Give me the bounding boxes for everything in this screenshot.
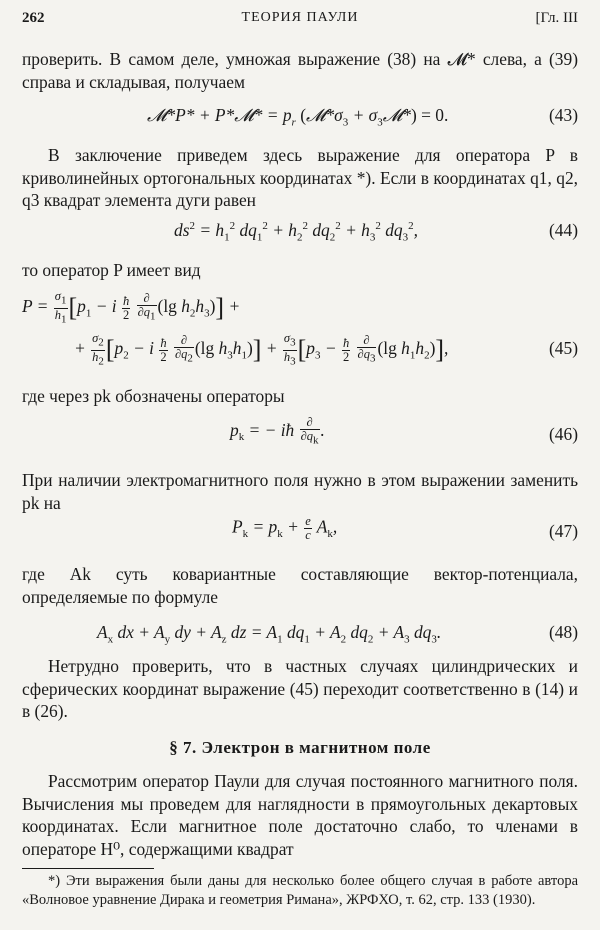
paragraph-4: где через pk обозначены операторы [22, 386, 285, 406]
equation-48: $A_x$ dx + $A_y$ dy + $A_z$ dz = $A_1$ $dq_1 + A_2$ $dq_2 + A_3$ $dq_3$. (48) [97, 622, 578, 646]
footnote: *) Эти выражения были даны для несколько более общего случая в работе автора «Волновое уравнение Дирака и геометрия Римана», ЖРФХО, т. 62, стр. 133 (1930). [22, 873, 578, 908]
equation-46: $p_k$ = − iħ $\frac{\partial}{\partial q_k}$ . (46) [230, 415, 578, 447]
equation-number: (46) [549, 424, 578, 444]
paragraph-1: проверить. В самом деле, умножая выражение (38) на 𝓜* слева, а (39) справа и складывая, получаем [22, 49, 578, 92]
equation-number: (43) [549, 105, 578, 125]
equation-44: $ds^2 = h_1^2$ $dq_1^2 + h_2^2$ $dq_2^2 + h_3^2$ $dq_3^2$, (44) [174, 220, 578, 244]
paragraph-3: то оператор P имеет вид [22, 260, 201, 280]
footnote-rule [22, 868, 154, 869]
paragraph-2: В заключение приведем здесь выражение для оператора P в криволинейных ортогональных координатах *). Если в координатах q1, q2, q3 квадрат элемента дуги равен [22, 145, 578, 210]
paragraph-8: Рассмотрим оператор Паули для случая постоянного магнитного поля. Вычисления мы проведем для наглядности в прямоугольных декартовых координатах. Если магнитное поле достаточно слабо, то членами в операторе H⁰, содержащими квадрат [22, 771, 578, 859]
running-header [22, 10, 578, 32]
equation-number: (45) [549, 338, 578, 358]
paragraph-6: где Ak суть ковариантные составляющие вектор-потенциала, определяемые по формуле [22, 564, 578, 607]
running-title: ТЕОРИЯ ПАУЛИ [241, 10, 359, 25]
paragraph-5: При наличии электромагнитного поля нужно в этом выражении заменить pk на [22, 470, 578, 513]
section-heading: § 7. Электрон в магнитном поле [169, 738, 431, 757]
page-number: 262 [22, 10, 45, 26]
equation-number: (48) [549, 622, 578, 642]
chapter-marker: [Гл. III [535, 10, 578, 26]
equation-45: P = $\frac{\sigma_1}{h_1}$ [$p_1 - i$ $\frac{ħ}{2}$ $\frac{\partial}{\partial q_1}$ (lg $h_2h_3$)] + + $\frac{\sigma_2}{h_2}$ [$p_2 - i$ $\frac{ħ}{2}$ $\frac{\partial}{\partial q_2}$ (lg $h_3h_1$)] + $\frac{\sigma_3}{h_3}$ [$p_3$ − $\frac{ħ}{2}$ $\frac{\partial}{\partial q_3}$ (lg $h_1h_2$)], (45) [22, 289, 578, 367]
equation-number: (44) [549, 220, 578, 240]
paragraph-7: Нетрудно проверить, что в частных случаях цилиндрических и сферических координат выражение (45) переходит соответственно в (14) и в (26). [22, 656, 578, 721]
equation-43: 𝓜*P* + P*𝓜* = $p_r$ ($𝓜*\sigma_3$ + $\sigma_3𝓜*) = 0$. (43) [147, 105, 578, 129]
equation-number: (47) [549, 521, 578, 541]
equation-47: $P_k = p_k$ + $\frac{e}{c}$ $A_k$, (47) [232, 514, 578, 542]
